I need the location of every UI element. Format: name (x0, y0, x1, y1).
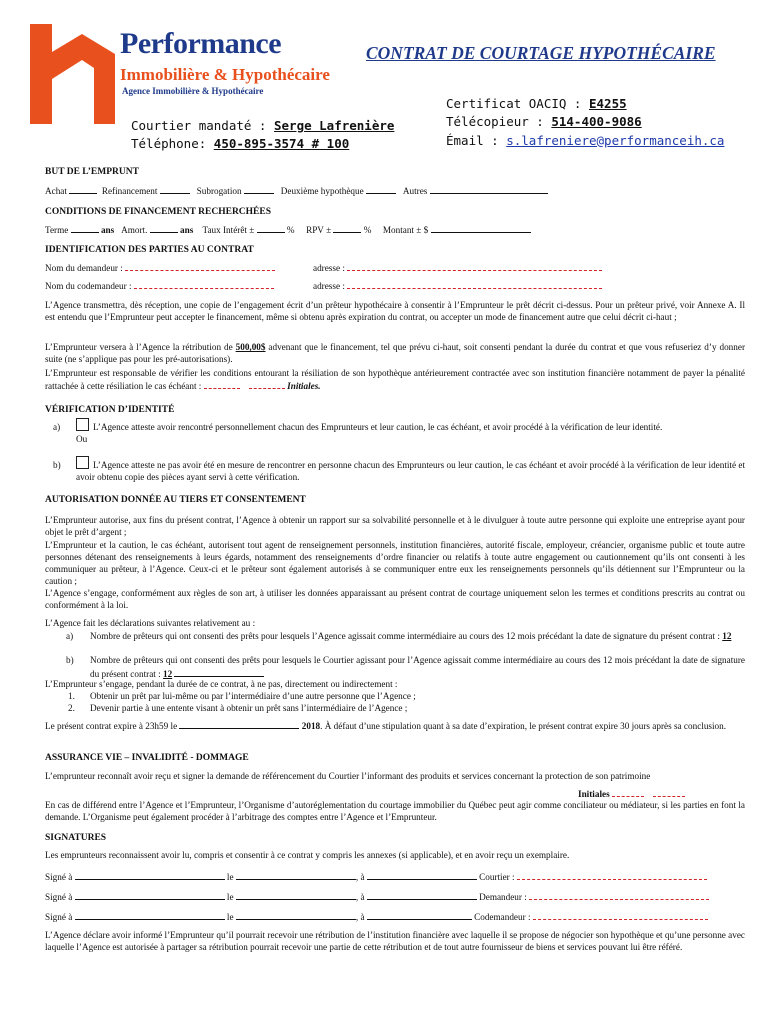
decl-a (90, 631, 745, 643)
final-statement: L’Agence déclare avoir informé l’Emprunteur qu’il pourrait recevoir une rétribution de l’institution financière avec laquelle il se propose de négocier son hypothèque et qu’une personne avec laquelle l’Agence est autorisée à partager sa rétribution pourrait recevoir une partie de cette rétribution et de tout autre fournisseur de biens et services pouvant lui être référé. (45, 930, 745, 952)
decl-a-text: Nombre de prêteurs qui ont consenti des prêts pour lesquels l’Agence agissait comme intermédiaire au cours des 12 mois précédant la date de signature du présent contrat : (90, 631, 723, 641)
phone-label: Téléphone: (131, 136, 214, 152)
identification-title: IDENTIFICATION DES PARTIES AU CONTRAT (45, 245, 254, 255)
engagement-1-text: Obtenir un prêt par lui-même ou par l’intermédiaire d’une autre personne que l’Agence ; (90, 691, 416, 701)
signature-place-field[interactable] (75, 910, 225, 920)
codemandeur-label: Nom du codemandeur : (45, 281, 132, 291)
assurance-initiales-label: Initiales (578, 789, 610, 799)
subrogation-field[interactable] (244, 184, 274, 194)
cert-value: E4255 (589, 96, 627, 111)
codemandeur-row (45, 280, 274, 293)
assurance-t2: En cas de différend entre l’Agence et l’Emprunteur, l’Organisme d’autoréglementation du courtage immobilier du Québec peut agir comme conciliateur ou médiateur, si les parties en font la demande. L’Organisme peut également procéder à l’arbitrage des comptes entre l’Agence et l’Emprunteur. (45, 800, 745, 822)
retribution-amount: 500,00$ (235, 342, 266, 352)
signature-time-field[interactable] (367, 890, 477, 900)
subrogation-label: Subrogation (196, 186, 242, 196)
paragraph-engagement: L’Agence transmettra, dès réception, une copie de l’engagement écrit d’un prêteur hypothécaire à consentir à l’Emprunteur le prêt décrit ci-dessus. Pour un prêteur privé, voir Annexe A. Il est entendu que l’Emprunteur peut accepter le financement, même si obtenu après expiration du contrat, ou accepter un mode de financement autre que celui décrit ci-haut ; (45, 300, 745, 322)
decl-a-label: a) (66, 631, 74, 641)
paragraph-resiliation (45, 368, 745, 393)
achat-field[interactable] (69, 184, 97, 194)
achat-label: Achat (45, 186, 67, 196)
demandeur-row (45, 262, 275, 275)
signature-date-field[interactable] (236, 890, 356, 900)
expiration-text-end: . À défaut d’une stipulation quant à sa date d’expiration, le présent contrat expire 30 jours après sa conclusion. (320, 721, 727, 731)
autorisation-title: AUTORISATION DONNÉE AU TIERS ET CONSENTEMENT (45, 495, 306, 505)
agency-label: Agence Immobilière & Hypothécaire (122, 86, 264, 96)
company-logo (30, 24, 115, 124)
option-b-text: L’Agence atteste ne pas avoir été en mesure de rencontrer en personne chacun des Emprunteurs ou leur caution, le cas échéant et avoir procédé à la vérification de leur identité et avoir obtenu copie des pièces ayant servi à cette vérification. (76, 460, 745, 482)
broker-contact-block (446, 96, 724, 151)
signature-row-courtier (45, 870, 707, 884)
retribution-text-end: advenant que le financement, tel que prévu ci-haut, soit consenti pendant la durée du contrat et que vous refuseriez d’y donner suite (ne s’applique pas pour les pré-autorisations). (45, 342, 746, 364)
fax-label: Télécopieur : (446, 114, 552, 130)
autorisation-t1: L’Emprunteur autorise, aux fins du présent contrat, l’Agence à obtenir un rapport sur sa solvabilité personnelle et à le divulguer à toute autre personne qui exploite une entreprise ayant pour objet le prêt d’argent ; (45, 515, 745, 537)
resiliation-text: L’Emprunteur est responsable de vérifier les conditions entourant la résiliation de son hypothèque antérieurement contractée avec son institution financière notamment de payer la pénalité rattachée à cette résiliation le cas échéant : (45, 368, 745, 391)
codemandeur-sign-label: Codemandeur : (474, 912, 531, 922)
taux-label: Taux Intérêt ± (202, 225, 255, 235)
signature-row-demandeur (45, 890, 709, 904)
demandeur-label: Nom du demandeur : (45, 263, 123, 273)
a-label: , à (355, 912, 365, 922)
adresse-label: adresse : (313, 281, 345, 291)
terme-field[interactable] (71, 223, 99, 233)
checkbox-a[interactable] (76, 418, 89, 431)
checkbox-b[interactable] (76, 456, 89, 469)
initiales-label: Initiales. (287, 380, 321, 391)
engagement-2-label: 2. (68, 703, 75, 713)
ou-label: Ou (76, 433, 88, 444)
email-link[interactable]: s.lafreniere@performanceih.ca (506, 132, 725, 148)
initials-field-2[interactable] (249, 380, 285, 389)
adresse-label: adresse : (313, 263, 345, 273)
refinancement-label: Refinancement (101, 186, 158, 196)
codemandeur-address-field[interactable] (347, 280, 602, 289)
option-a-label: a) (53, 422, 61, 432)
signe-label: Signé à (45, 912, 73, 922)
codemandeur-field[interactable] (134, 280, 274, 289)
ans-label: ans (100, 225, 115, 235)
courtier-label: Courtier : (479, 872, 515, 882)
signe-label: Signé à (45, 892, 73, 902)
le-label: le (226, 872, 234, 882)
assurance-t1: L’emprunteur reconnaît avoir reçu et signer la demande de référencement du Courtier l’informant des produits et services concernant la protection de son patrimoine (45, 771, 651, 781)
a-label: , à (355, 892, 365, 902)
pct-label: % (286, 225, 295, 235)
demandeur-sign-label: Demandeur : (479, 892, 527, 902)
assurance-initials (578, 788, 685, 801)
autorisation-t2: L’Emprunteur et la caution, le cas échéant, autorisent tout agent de renseignement personnels, institution financières, autorité fiscale, employeur, créancier, organisme public et toute autre personnes détenant des renseignements à leurs égards, notamment des renseignements d’ordre financier ou relatifs à toute autre engagement ou cautionnement qu’ils ont consenti à les communiquer au prêteur, à l’Agence. Ceux-ci et le prêteur sont également autorisés à se communiquer entre eux les renseignements personnels qu’ils détiennent sur l’Emprunteur ou la caution ; (45, 540, 745, 586)
option-b (76, 456, 745, 484)
le-label: le (226, 892, 234, 902)
autres-label: Autres (402, 186, 428, 196)
signature-place-field[interactable] (75, 890, 225, 900)
expiration-year: 2018 (301, 721, 321, 731)
montant-label: Montant ± $ (382, 225, 429, 235)
amort-label: Amort. (121, 225, 148, 235)
assurance-initials-field[interactable] (612, 788, 644, 797)
brand-subtitle: Immobilière & Hypothécaire (120, 65, 330, 84)
signature-date-field[interactable] (236, 870, 356, 880)
signature-time-field[interactable] (367, 870, 477, 880)
signature-row-codemandeur (45, 910, 708, 924)
contract-title: CONTRAT DE COURTAGE HYPOTHÉCAIRE (366, 43, 716, 63)
autorisation-t4: L’Agence fait les déclarations suivantes relativement au : (45, 618, 256, 628)
codemandeur-address-row (313, 280, 602, 293)
email-label: Émail : (446, 132, 507, 148)
decl-b-label: b) (66, 655, 74, 665)
fax-value: 514-400-9086 (551, 114, 642, 130)
initials-field[interactable] (204, 380, 240, 389)
conditions-row (45, 223, 531, 237)
demandeur-signature-field[interactable] (529, 891, 709, 900)
decl-a-value: 12 (722, 631, 732, 641)
rpv-label: RPV ± (306, 225, 332, 235)
expiration-text-start: Le présent contrat expire à 23h59 le (45, 721, 180, 731)
decl-b-text: Nombre de prêteurs qui ont consenti des prêts pour lesquels le Courtier agissant pour l’Agence agissait comme intermédiaire au cours des 12 mois précédant la date de signature du présent contrat : (90, 655, 745, 679)
brand-name: Performance (120, 27, 282, 60)
verification-title: VÉRIFICATION D’IDENTITÉ (45, 405, 175, 415)
courtier-signature-field[interactable] (517, 871, 707, 880)
le-label: le (226, 912, 234, 922)
mandate-label: Courtier mandaté : (131, 118, 274, 133)
deuxieme-field[interactable] (366, 184, 396, 194)
signatures-title: SIGNATURES (45, 833, 107, 843)
refinancement-field[interactable] (160, 184, 190, 194)
demandeur-address-row (313, 262, 602, 275)
expiration-text (45, 719, 745, 733)
engagement-1-label: 1. (68, 691, 75, 701)
montant-field[interactable] (431, 223, 531, 233)
signature-date-field[interactable] (236, 910, 356, 920)
paragraph-retribution (45, 342, 745, 366)
decl-b (90, 655, 745, 681)
signatures-intro: Les emprunteurs reconnaissent avoir lu, compris et consentir à ce contrat y compris les annexes (si applicable), et en avoir reçu un exemplaire. (45, 850, 570, 860)
option-a (76, 418, 745, 446)
assurance-title: ASSURANCE VIE – INVALIDITÉ - DOMMAGE (45, 753, 249, 763)
autres-field[interactable] (430, 184, 548, 194)
pct-label: % (363, 225, 372, 235)
amort-field[interactable] (150, 223, 178, 233)
retribution-text: L’Emprunteur versera à l’Agence la rétribution de (45, 342, 236, 352)
conditions-title: CONDITIONS DE FINANCEMENT RECHERCHÉES (45, 207, 272, 217)
autorisation-t3: L’Agence s’engage, conformément aux règles de son art, à utiliser les données apparaissant au présent contrat de courtage uniquement selon les termes et conditions prescrits au contrat ou conformément à la loi. (45, 588, 745, 610)
signature-time-field[interactable] (367, 910, 472, 920)
signe-label: Signé à (45, 872, 73, 882)
taux-field[interactable] (257, 223, 285, 233)
but-title: BUT DE L’EMPRUNT (45, 167, 139, 177)
cert-label: Certificat OACIQ : (446, 96, 589, 111)
a-label: , à (355, 872, 365, 882)
assurance-initials-field-2[interactable] (653, 788, 685, 797)
codemandeur-signature-field[interactable] (533, 911, 708, 920)
deuxieme-label: Deuxième hypothèque (280, 186, 364, 196)
demandeur-address-field[interactable] (347, 262, 602, 271)
demandeur-field[interactable] (125, 262, 275, 271)
phone-value: 450-895-3574 # 100 (213, 136, 350, 152)
expiration-date-field[interactable] (179, 719, 299, 729)
broker-block (131, 118, 394, 155)
rpv-field[interactable] (333, 223, 361, 233)
engagement-2-text: Devenir partie à une entente visant à obtenir un prêt sans l’intermédiaire de l’Agence ; (90, 703, 408, 713)
decl-b-value: 12 (162, 668, 173, 679)
but-row (45, 184, 548, 198)
option-a-text: L’Agence atteste avoir rencontré personnellement chacun des Emprunteurs et leur caution, le cas échéant, et avoir procédé à la vérification de leur identité. (93, 422, 663, 432)
option-b-label: b) (53, 460, 61, 470)
mandate-name: Serge Lafrenière (274, 118, 395, 133)
autorisation-t5: L’Emprunteur s’engage, pendant la durée de ce contrat, à ne pas, directement ou indirectement : (45, 679, 398, 689)
signature-place-field[interactable] (75, 870, 225, 880)
ans-label: ans (180, 225, 194, 235)
terme-label: Terme (45, 225, 69, 235)
decl-b-field[interactable] (174, 667, 264, 677)
